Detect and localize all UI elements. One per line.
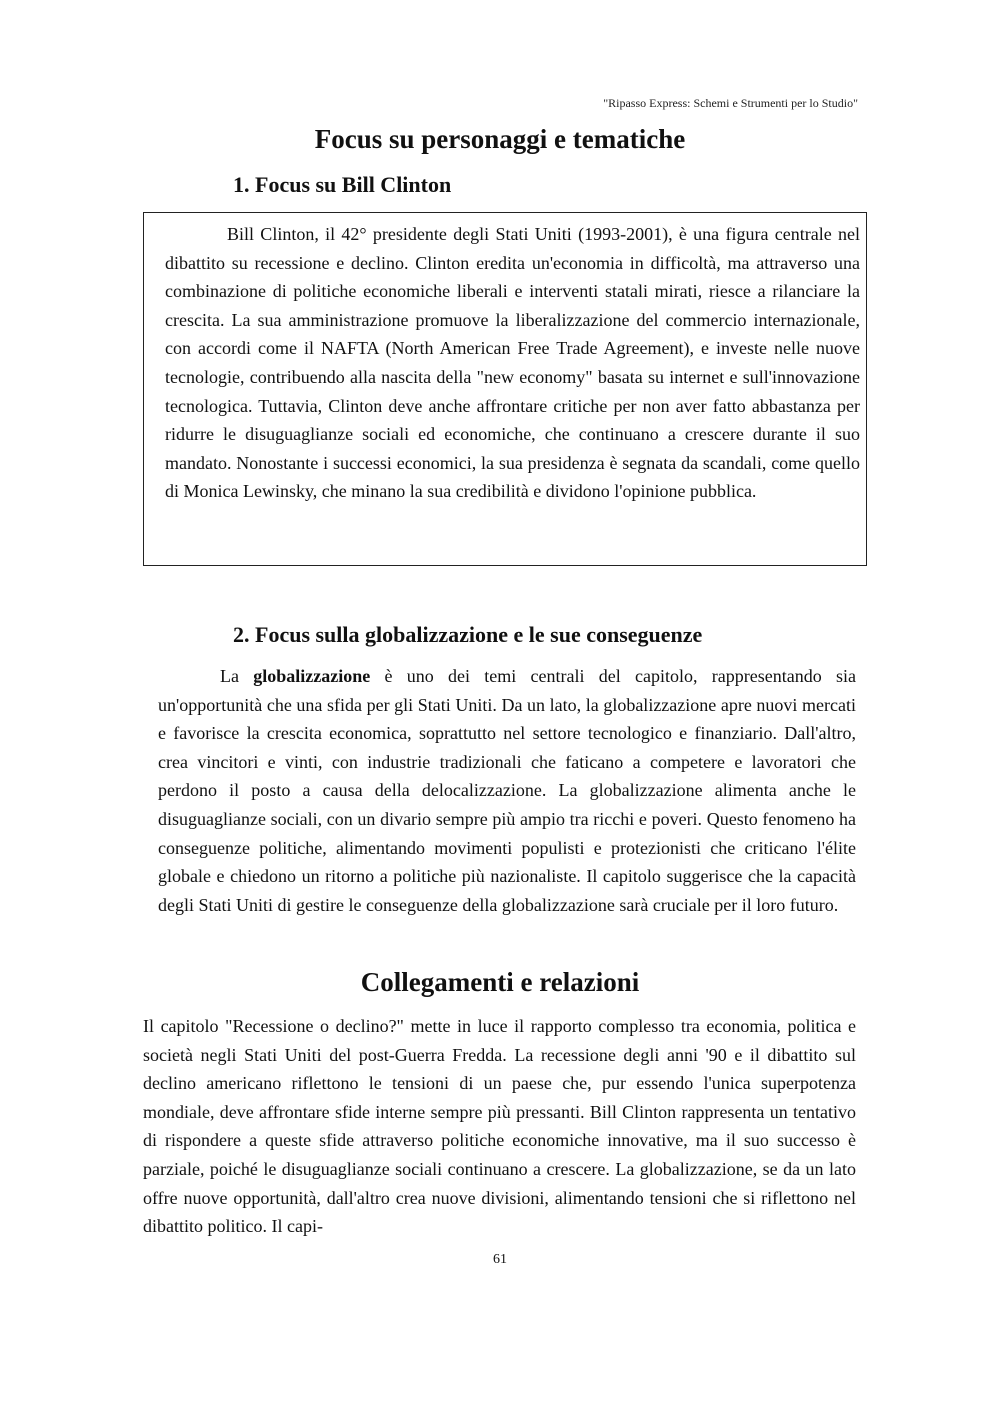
globalization-paragraph: [158, 662, 856, 919]
section-title-links: Collegamenti e relazioni: [360, 967, 640, 997]
globalization-text: è uno dei temi centrali del capitolo, rappresentando sia un'opportunità che una sfida per gli Stati Uniti. Da un lato, la globalizzazione apre nuovi mercati e favorisce la crescita economica, soprattutto nel settore tecnologico e finanziario. Dall'altro, crea vincitori e vinti, con industrie tradizionali che faticano a competere e lavoratori che perdono il posto a causa della delocalizzazione. La globalizzazione alimenta anche le disuguaglianze sociali, con un divario sempre più ampio tra ricchi e poveri. Questo fenomeno ha conseguenze politiche, alimentando movimenti populisti e protezionisti che criticano l'élite globale e chiedono un ritorno a politiche più nazionaliste. Il capitolo suggerisce che la capacità degli Stati Uniti di gestire le conseguenze della globalizzazione sarà cruciale per il loro futuro.: [158, 666, 857, 915]
subheading-clinton: 1. Focus su Bill Clinton: [233, 172, 452, 197]
links-paragraph: Il capitolo "Recessione o declino?" mette in luce il rapporto complesso tra economia, politica e società negli Stati Uniti del post-Guerra Fredda. La recessione degli anni '90 e il dibattito sul declino americano riflettono le tensioni di un paese che, pur essendo l'unica superpotenza mondiale, deve affrontare sfide interne sempre più pressanti. Bill Clinton rappresenta un tentativo di rispondere a queste sfide attraverso politiche economiche innovative, ma il suo successo è parziale, poiché le disuguaglianze sociali continuano a crescere. La globalizzazione, se da un lato offre nuove opportunità, dall'altro crea nuove divisioni, alimentando tensioni che si riflettono nel dibattito politico. Il capi-: [143, 1016, 856, 1237]
page-number: 61: [493, 1252, 507, 1267]
globalization-lead: La: [220, 666, 254, 686]
running-header: "Ripasso Express: Schemi e Strumenti per lo Studio": [603, 96, 858, 110]
globalization-bold-term: globalizzazione: [253, 666, 371, 686]
subheading-globalization: 2. Focus sulla globalizzazione e le sue conseguenze: [233, 622, 703, 647]
section-title-focus: Focus su personaggi e tematiche: [314, 124, 686, 154]
clinton-paragraph: Bill Clinton, il 42° presidente degli Stati Uniti (1993-2001), è una figura centrale nel dibattito su recessione e declino. Clinton eredita un'economia in difficoltà, ma attraverso una combinazione di politiche economiche liberali e interventi statali mirati, riesce a rilanciare la crescita. La sua amministrazione promuove la liberalizzazione del commercio internazionale, con accordi come il NAFTA (North American Free Trade Agreement), e investe nelle nuove tecnologie, contribuendo alla nascita della "new economy" basata su internet e sull'innovazione tecnologica. Tuttavia, Clinton deve anche affrontare critiche per non aver fatto abbastanza per ridurre le disuguaglianze sociali ed economiche, che continuano a crescere durante il suo mandato. Nonostante i successi economici, la sua presidenza è segnata da scandali, come quello di Monica Lewinsky, che minano la sua credibilità e dividono l'opinione pubblica.: [165, 224, 860, 502]
